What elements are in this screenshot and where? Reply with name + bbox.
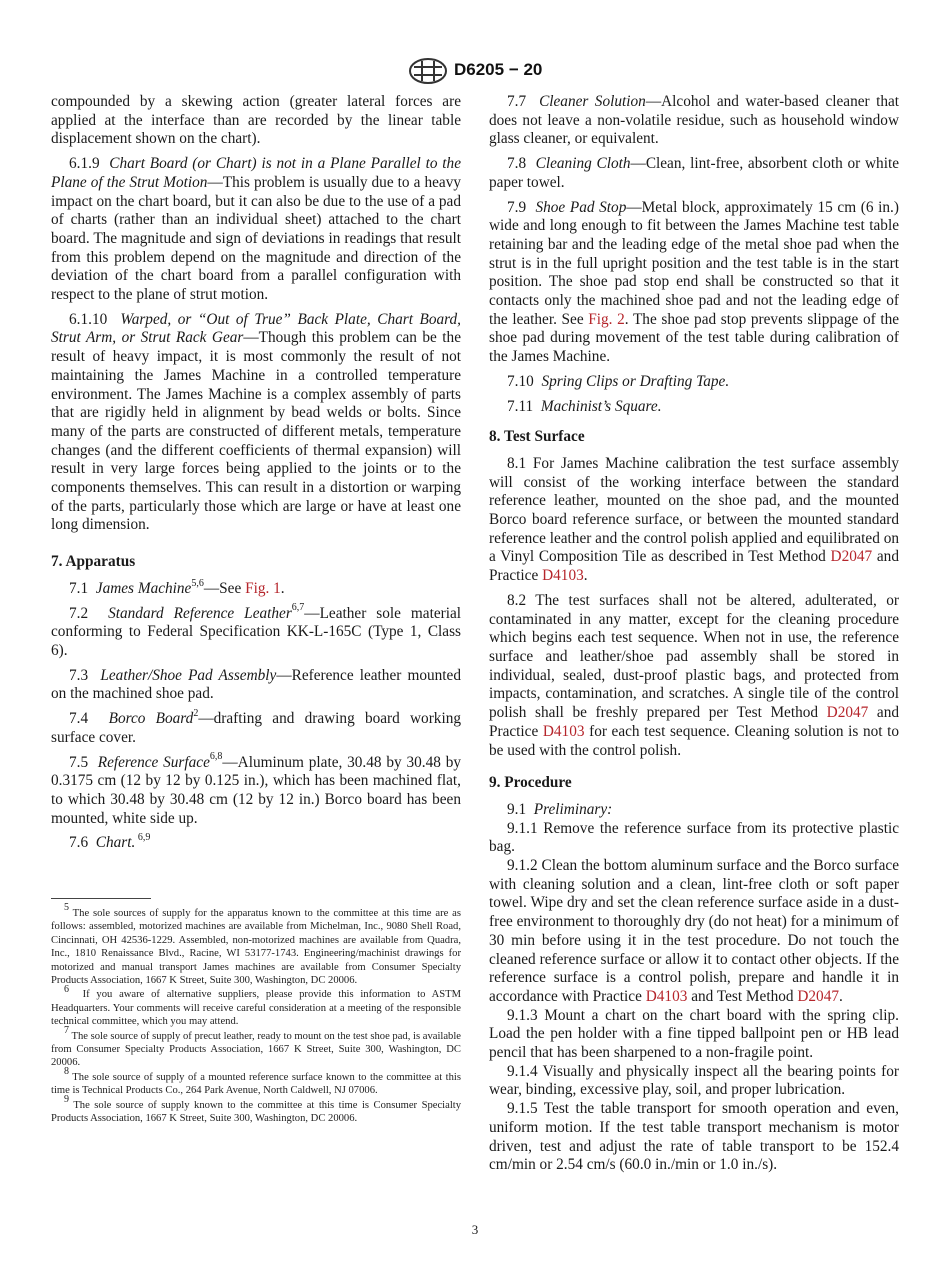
page-number: 3 (471, 1222, 479, 1237)
right-column (489, 93, 899, 1175)
section-7-heading: 7. Apparatus (51, 553, 136, 571)
document-id: D6205 − 20 (454, 60, 543, 79)
footnote-7: $^7$ The sole source of supply of precut leather, ready to mount on the test shoe pad, is available from Consumer Specialty Products Association, 1667 K Street, Suite 300, Washington, DC 20006. (51, 1025, 461, 1069)
paragraph-9-1-3: 9.1.3 Mount a chart on the chart board with the spring clip. Load the pen holder with a fine tipped ballpoint pen or HB lead pencil that has been sharpened to a non-fragile point. (489, 1006, 899, 1062)
paragraph-9-1-2: 9.1.2 Clean the bottom aluminum surface and the Borco surface with cleaning solution and a clean, lint-free cloth or soft paper towel. Wipe dry and set the clean reference surface aside in a dust-free environment to thoroughly dry (do not heat) for a minimum of 30 min before using it in the test procedure. Do not touch the cleaned reference surface or allow it to contact other objects. If the reference surface is a control polish, prepare and handle it in accordance with Practice D4103 and Test Method D2047. (489, 857, 899, 1005)
section-8-heading: 8. Test Surface (489, 428, 585, 446)
d2047-link[interactable]: D2047 (797, 987, 839, 1005)
paragraph-7-10: 7.10 Spring Clips or Drafting Tape. (507, 372, 730, 390)
d2047-link[interactable]: D2047 (830, 548, 873, 566)
paragraph-6-1-10: 6.1.10 Warped, or “Out of True” Back Plate, Chart Board, Strut Arm, or Strut Rack Gear—Though this problem can be the result of heavy impact, it is most commonly the result of not maintaining the James Machine in a controlled temperature environment. The James Machine is a complex assembly of parts that are rigidly held in alignment by bead welds or bolts. Since many of the parts are constructed of different metals, temperature changes (and the different coefficients of thermal expansion) will result in very large forces being applied to the joints or to the components themselves. This can result in a distortion or warping of the parts, particularly those which are large or have at least one long dimension. (51, 310, 461, 534)
footnote-9: $^9$ The sole source of supply known to the committee at this time is Consumer Specialty Products Association, 1667 K Street, Suite 300, Washington, DC 20006. (51, 1094, 461, 1125)
paragraph-7-7: 7.7 Cleaner Solution—Alcohol and water-based cleaner that does not leave a non-volatile residue, such as household window glass cleaner, or equivalent. (489, 93, 900, 148)
paragraph-6-1-9: 6.1.9 Chart Board (or Chart) is not in a Plane Parallel to the Plane of the Strut Motion—This problem is usually due to a heavy impact on the chart board, but it can also be due to the use of a pad of charts (rather than an individual sheet) attached to the chart board. The magnitude and sign of deviations in readings that result from this problem depend on the magnitude and direction of the deviation of the chart board from a parallel configuration with respect to the plane of strut motion. (51, 155, 461, 304)
d4103-link[interactable]: D4103 (645, 987, 688, 1005)
astm-logo-icon (408, 58, 448, 84)
d2047-link[interactable]: D2047 (826, 704, 869, 722)
paragraph-7-11: 7.11 Machinist’s Square. (507, 397, 662, 415)
d4103-link[interactable]: D4103 (542, 567, 584, 585)
paragraph-6-1-8-continued: compounded by a skewing action (greater lateral forces are applied at the interface than are recorded by the linear table displacement shown on the chart). (51, 93, 461, 148)
paragraph-7-8: 7.8 Cleaning Cloth—Clean, lint-free, absorbent cloth or white paper towel. (489, 155, 899, 191)
paragraph-7-4: 7.4 Borco Board$^2$—drafting and drawing board working surface cover. (51, 708, 461, 746)
paragraph-9-1: 9.1 Preliminary: (507, 800, 613, 818)
paragraph-7-2: 7.2 Standard Reference Leather$^{6,7}$—Leather sole material conforming to Federal Specification KK-L-165C (Type 1, Class 6). (51, 602, 462, 659)
paragraph-9-1-5: 9.1.5 Test the table transport for smooth operation and even, uniform motion. If the test table transport mechanism is motor driven, test and adjust the rate of table transport to be 152.4 cm/min or 2.54 cm/s (60.0 in./min or 1.0 in./s). (489, 1100, 899, 1174)
fig-1-link[interactable]: Fig. 1 (245, 579, 281, 597)
paragraph-7-1: 7.1 James Machine$^{5,6}$—See Fig. 1. (69, 577, 285, 597)
paragraph-8-1: 8.1 For James Machine calibration the test surface assembly will consist of the working interface between the standard reference leather, mounted on the shoe pad, and the mounted Borco board reference surface, or between the mounted standard reference leather and the control polish applied and equilibrated on a Vinyl Composition Tile as described in Test Method D2047 and Practice D4103. (489, 454, 899, 585)
left-column (51, 93, 461, 859)
paragraph-8-2: 8.2 The test surfaces shall not be altered, adulterated, or contaminated in any matter, except for the cleaning procedure which begins each test sequence. When not in use, the reference surface and leather/shoe pad assembly shall be stored in individual, sealed, dust-proof plastic bags, and protected from impacts, contamination, and scratches. A single tile of the control polish shall be freshly prepared per Test Method D2047 and Practice D4103 for each test sequence. Cleaning solution is not to be used with the control polish. (489, 591, 899, 759)
footnotes (51, 898, 461, 1127)
footnote-6: $^6$ If you aware of alternative suppliers, please provide this information to ASTM Headquarters. Your comments will receive careful consideration at a meeting of the responsible technical committee, which you may attend. (51, 983, 462, 1028)
footnote-8: $^8$ The sole source of supply of a mounted reference surface known to the committee at this time is Technical Products Co., 264 Park Avenue, North Caldwell, NJ 07006. (51, 1066, 461, 1097)
paragraph-9-1-4: 9.1.4 Visually and physically inspect all the bearing points for wear, binding, excessive play, soil, and proper lubrication. (489, 1062, 899, 1099)
page-header (0, 58, 950, 86)
d4103-link[interactable]: D4103 (542, 722, 585, 740)
footnote-5: $^5$ The sole sources of supply for the apparatus known to the committee at this time are as follows: assembled, motorized machines are available from Michelman, Inc., 9080 Shell Road, Cincinnati, OH 42536-1229. Assembled, non-motorized machines are available from Quadra, Inc., 1810 Renaissance Blvd., Racine, WI 53177-1743. Engineering/machinist drawings for motorized and manual transport James machines are available from Consumer Specialty Products Association, 1667 K Street, Suite 300, Washington, DC 20006. (51, 902, 461, 987)
fig-2-link[interactable]: Fig. 2 (588, 310, 625, 328)
footnote-divider (51, 898, 151, 899)
paragraph-7-3: 7.3 Leather/Shoe Pad Assembly—Reference leather mounted on the machined shoe pad. (51, 666, 461, 703)
paragraph-9-1-1: 9.1.1 Remove the reference surface from its protective plastic bag. (489, 819, 899, 856)
paragraph-7-5: 7.5 Reference Surface$^{6,8}$—Aluminum plate, 30.48 by 30.48 by 0.3175 cm (12 by 12 by 0.125 in.), which has been machined flat, to which 30.48 by 30.48 cm (12 by 12 in.) Borco board has been mounted, white side up. (51, 751, 461, 827)
section-9-heading: 9. Procedure (489, 774, 572, 792)
paragraph-7-9: 7.9 Shoe Pad Stop—Metal block, approximately 15 cm (6 in.) wide and long enough to fit between the James Machine test table retaining bar and the leading edge of the metal shoe pad when the strut is in the full upright position and the test table is in the start position. The shoe pad stop end shall be constructed so that it contacts only the machined shoe pad and not the leading edge of the leather. See Fig. 2. The shoe pad stop prevents slippage of the shoe pad during movement of the test table during calibration of the James Machine. (489, 198, 900, 366)
paragraph-7-6: 7.6 Chart. $^{6,9}$ (69, 832, 151, 852)
